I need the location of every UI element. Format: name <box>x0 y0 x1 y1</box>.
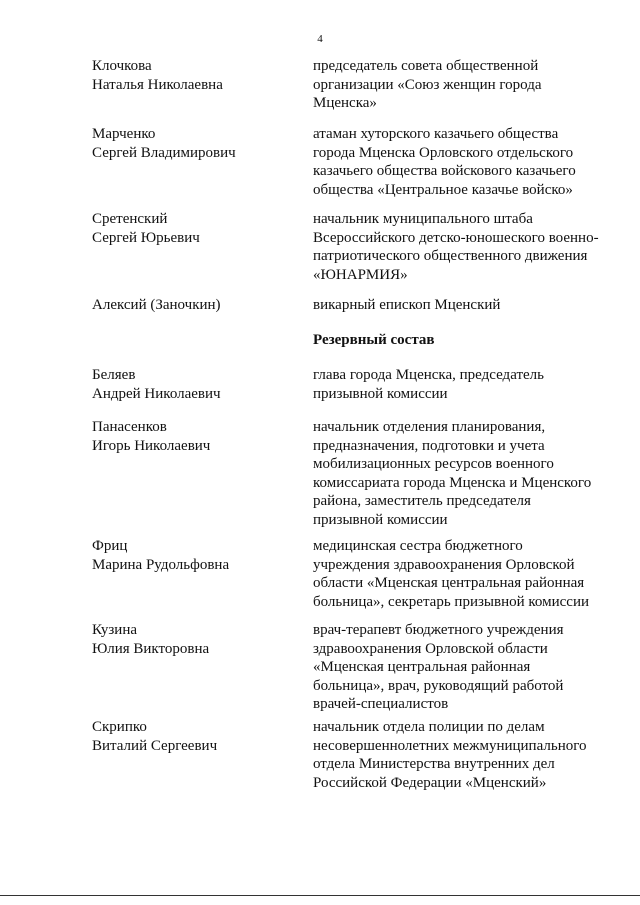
role-line: общества «Центральное казачье войско» <box>313 181 573 198</box>
role-line: начальник отделения планирования, <box>313 419 546 435</box>
member-given-names: Игорь Николаевич <box>92 437 211 454</box>
role-line: медицинская сестра бюджетного <box>313 538 523 554</box>
role-line: здравоохранения Орловской области <box>313 640 548 657</box>
member-surname: Скрипко <box>92 719 147 735</box>
role-line: комиссариата города Мценска и Мценского <box>313 474 592 491</box>
member-role <box>313 718 613 792</box>
member-surname: Кузина <box>92 622 138 638</box>
role-line: врач-терапевт бюджетного учреждения <box>313 622 564 638</box>
role-line: врачей-специалистов <box>313 696 449 712</box>
member-given-names: Юлия Викторовна <box>92 640 210 657</box>
role-line: несовершеннолетних межмуниципального <box>313 737 587 754</box>
member-role <box>313 366 613 403</box>
member-name <box>92 125 292 162</box>
role-line: отдела Министерства внутренних дел <box>313 756 555 772</box>
role-line: Всероссийского детско-юношеского военно- <box>313 229 599 246</box>
role-line: Мценска» <box>313 95 377 111</box>
member-name <box>92 57 292 94</box>
role-line: организации «Союз женщин города <box>313 76 542 93</box>
bottom-divider <box>0 895 640 896</box>
member-name <box>92 718 292 755</box>
member-surname: Сретенский <box>92 211 168 227</box>
role-line: председатель совета общественной <box>313 58 539 74</box>
member-role <box>313 296 613 315</box>
role-line: призывной комиссии <box>313 385 448 402</box>
member-role <box>313 537 613 611</box>
role-line: начальник отдела полиции по делам <box>313 719 545 735</box>
member-role <box>313 210 613 284</box>
member-surname: Беляев <box>92 367 136 383</box>
role-line: глава города Мценска, председатель <box>313 367 544 383</box>
member-name <box>92 418 292 455</box>
member-role <box>313 125 613 199</box>
role-line: атаман хуторского казачьего общества <box>313 126 559 142</box>
member-given-names: Виталий Сергеевич <box>92 737 218 754</box>
member-role <box>313 418 613 529</box>
role-line: больница», врач, руководящий работой <box>313 677 564 694</box>
member-name <box>92 537 292 574</box>
role-line: «Мценская центральная районная <box>313 659 531 675</box>
role-line: «ЮНАРМИЯ» <box>313 266 408 283</box>
role-line: предназначения, подготовки и учета <box>313 437 545 454</box>
member-given-names: Андрей Николаевич <box>92 385 221 402</box>
reserve-section-heading: Резервный состав <box>313 332 435 348</box>
role-line: начальник муниципального штаба <box>313 211 533 227</box>
member-given-names: Марина Рудольфовна <box>92 556 230 573</box>
member-given-names: Сергей Юрьевич <box>92 229 200 246</box>
member-given-names: Наталья Николаевна <box>92 76 223 93</box>
member-role <box>313 57 613 113</box>
member-surname: Фриц <box>92 538 128 554</box>
role-line: Российской Федерации «Мценский» <box>313 774 547 791</box>
role-line: района, заместитель председателя <box>313 493 531 509</box>
role-line: викарный епископ Мценский <box>313 297 501 313</box>
member-surname: Марченко <box>92 126 156 142</box>
member-name <box>92 366 292 403</box>
role-line: больница», секретарь призывной комиссии <box>313 593 590 610</box>
role-line: патриотического общественного движения <box>313 248 588 264</box>
member-name <box>92 210 292 247</box>
page-number: 4 <box>317 33 323 45</box>
role-line: города Мценска Орловского отдельского <box>313 144 574 161</box>
role-line: мобилизационных ресурсов военного <box>313 456 554 472</box>
member-given-names: Сергей Владимирович <box>92 144 236 161</box>
role-line: учреждения здравоохранения Орловской <box>313 556 575 573</box>
member-name <box>92 296 292 315</box>
member-surname: Клочкова <box>92 58 152 74</box>
member-surname: Панасенков <box>92 419 167 435</box>
role-line: призывной комиссии <box>313 511 448 528</box>
member-surname: Алексий (Заночкин) <box>92 297 221 313</box>
role-line: области «Мценская центральная районная <box>313 575 585 591</box>
role-line: казачьего общества войскового казачьего <box>313 163 576 179</box>
member-role <box>313 621 613 714</box>
member-name <box>92 621 292 658</box>
